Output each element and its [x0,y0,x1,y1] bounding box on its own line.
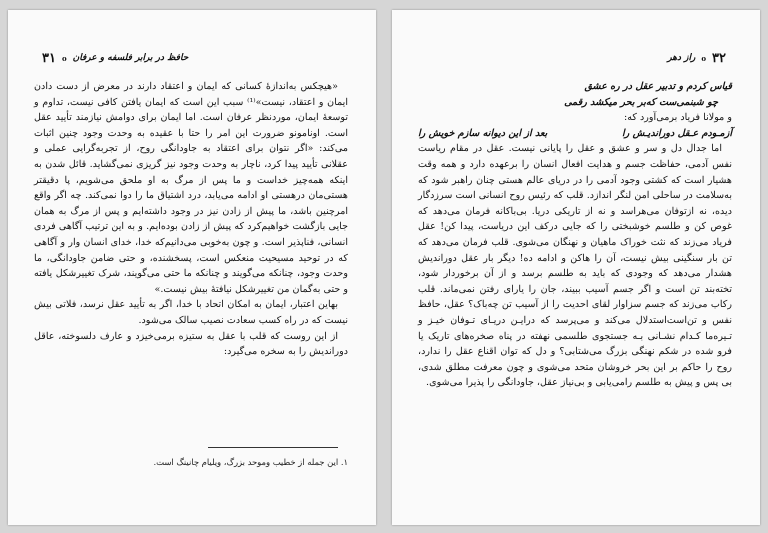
left-page-body [34,79,348,360]
left-running-title: حافظ در برابر فلسفه و عرفان [72,53,189,63]
left-paragraph-1: «هیچکس به‌اندازهٔ کسانی که ایمان و اعتقاد دارند در معرض از دست دادن ایمان و اعتقاد، نیست»⁽¹⁾ سبب این است که ایمان یافتن کافی نیست، تداوم و توسعهٔ ایمان، موردنظر عرفان است. اما ایمان برای دوامش نیازمند تأیید عقل است. اونامونو ضرورت این امر را حتا با عقیده به وحدت وجود چنین اثبات می‌کند: «اگر نتوان برای اعتقاد به جاودانگی روح، از تجربه‌گرایی عملی و عقلانی تأیید پیدا کرد، ناچار به وحدت وجود نیز گریزی نمی‌گشاید. قائل شدن به اینکه همه‌چیز خداست و ما پس از مرگ به او ملحق می‌شویم، پا دقیقتر هستی‌مان درهستی او ادامه می‌یابد، درد اشتیاق ما را دوا نمی‌کند. چه اگر واقع امرچنین باشد، ما پیش از زادن نیز در وجود داشته‌ایم و پس از مرگ به همان جایی بازگشت خواهیم‌کرد که پیش از زادن بوده‌ایم. و به این ترتیب آگاهی فردی انسانی، فناپذیر است. و چون به‌خوبی می‌دانیم‌که خدا، خدای انسان وار و آگاهی که در توحید مسیحیت منعکس است، پسخشنده، و حتی ضامن جاودانگی، ما وحدت وجود، چنانکه می‌گویند و چنانکه ما حتی می‌گویند، شرک تغییرشکل یافته و حتی به‌گمان من تغییرشکل نیافتهٔ بیش نیست.» [34,81,348,295]
verse-hemistich-a: آزمـودم عـقل دوراندیـش را [621,127,732,139]
right-page-body [418,79,732,391]
right-running-title: راز دهر [667,53,696,63]
left-paragraph-2: بهاین اعتبار، ایمان به امکان اتحاد با خدا، اگر به تأیید عقل نرسد، فلاتی بیش نیست که در راه کسب سعادت نصیب سالک می‌شود. [34,299,348,326]
verse-line-2: چو شبنمی‌ست که‌بر بحر میکشد رقمی [564,96,718,108]
left-footnote: ۱. این جمله از خطیب وموحد بزرگ، ویلیام چانینگ است. [153,457,348,467]
left-page-number: ۳۱ [42,50,56,66]
left-paragraph-3: از این روست که قلب با عقل به ستیزه برمی‌خیزد و عارف دلسوخته، عاقل دوراندیش را به سخره می‌گیرد: [34,330,348,358]
right-page-number: ۳۲ [712,50,726,66]
header-circle-separator: o [61,53,67,63]
footnote-divider [208,447,338,448]
right-page [392,10,760,525]
verse-couplet [418,126,732,142]
left-page [8,10,376,525]
book-gutter [376,10,392,525]
left-page-header [42,50,342,66]
verse-line-1: قیاس کردم و تدبیر عقل در ره عشق [584,81,732,92]
header-circle-separator: o [701,53,707,63]
verse-hemistich-b: بعد از این دیوانه سازم خویش را [418,127,548,139]
right-paragraph: اما جدال دل و سر و عشق و عقل را پایانی نیست. عقل در مقام ریاست نفس آدمی، حفاظت جسم و هدایت افعال انسان را برعهده دارد و همه وقت هشیار است که کشتی وجود آدمی را در دریای عالم هستی چنان راهبر شود که به‌سلامت در ساحلی امن لنگر اندازد. قلب که رئیس روح انسانی است سرزدگار دیده، نه ازتوفان می‌هراسد و نه از تاریکی دریا. بی‌باکانه فرمان می‌دهد که غوص کن و طلسم خوشبختی را که جایی درکف این دریاست، پیدا کن! عقل فریاد می‌زند که نثت خوراک ماهیان و نهنگان می‌شوی. قلب فرمان می‌دهد که تن بار سنگینی بیش نیست، آن را هاکن و ادامه ده! دیگر بار عقل دوراندیش هشدار می‌دهد که وجودی که باید به طلسم برسد و از آن برخوردار شود، تخته‌بند تن است و اگر جسم آسیب ببیند، جان را یارای رفتن نمی‌ماند. قلب رکاب می‌زند که جسم سزاوار لقای احدیت را از آسیب تن چه‌باک؟ عقل، حافظ نفس و تن‌است‌استدلال می‌کند و می‌پرسد که درایـن دریـای تـوفان خیـز و تـیره‌ما کـدام نشـانی بـه جستجوی طلسمی نهفته در پناه صخره‌های تاریک یا فرو شده در شکم نهنگی بزرگ می‌شتابی؟ و دل که توان اقناع عقل را ندارد، روح را حاکم بر این بحر خروشان متحد می‌شوی و چون معرفت مطلق شدی، بی پس و پیش به طلسم رامی‌یابی و بی‌نیاز عقل، جاودانگی را پذیرا می‌شوی. [418,143,732,389]
right-intro-line: و مولانا فریاد برمی‌آورد که: [624,112,732,124]
right-page-header [426,50,726,66]
